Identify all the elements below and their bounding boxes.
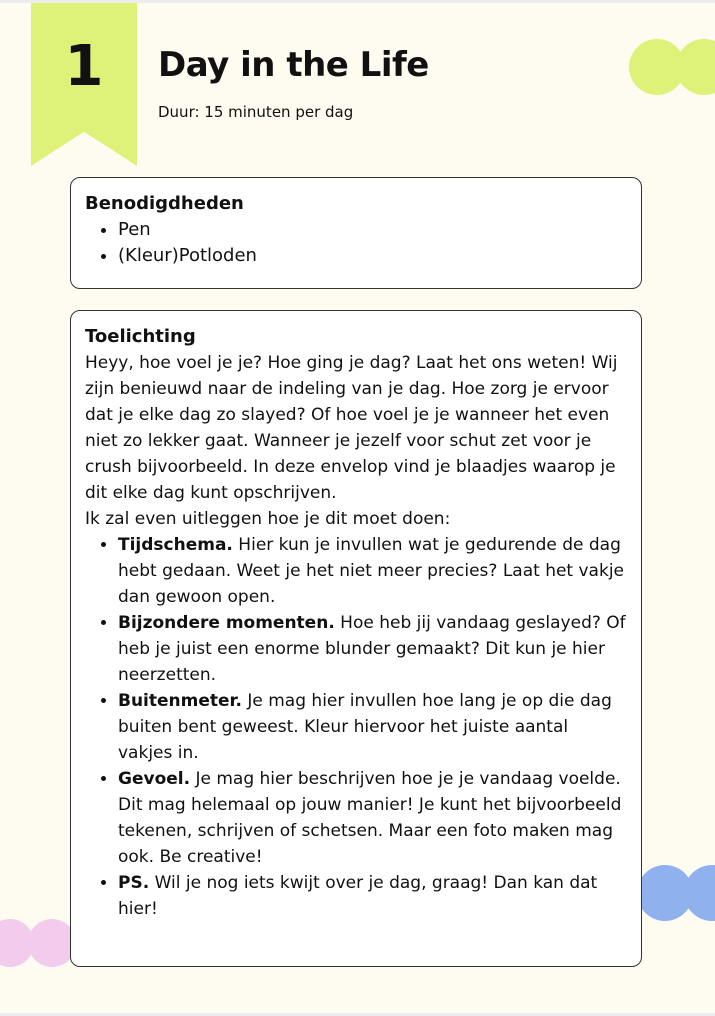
instruction-text: Je mag hier invullen hoe lang je op die dag buiten bent geweest. Kleur hiervoor het juiste aantal vakjes in.	[118, 691, 612, 763]
instruction-term: Bijzondere momenten.	[118, 613, 335, 633]
explanation-intro: Heyy, hoe voel je je? Hoe ging je dag? Laat het ons weten! Wij zijn benieuwd naar de indeling van je dag. Hoe zorg je ervoor dat je elke dag zo slayed? Of hoe voel je je wanneer het even niet zo lekker gaat. Wanneer je jezelf voor schut zet voor je crush bijvoorbeeld. In deze envelop vind je blaadjes waarop je dit elke dag kunt opschrijven.	[85, 353, 618, 503]
instruction-item	[118, 532, 627, 610]
page-title: Day in the Life	[158, 45, 429, 85]
explanation-box	[70, 310, 642, 967]
instruction-term: Buitenmeter.	[118, 691, 242, 711]
decorative-circle-pink	[28, 919, 76, 967]
instruction-text: Hoe heb jij vandaag geslayed? Of heb je juist een enorme blunder gemaakt? Dit kun je hier neerzetten.	[118, 613, 626, 685]
explanation-lead: Ik zal even uitleggen hoe je dit moet doen:	[85, 509, 451, 529]
document-page	[0, 3, 715, 1013]
supplies-box	[70, 177, 642, 289]
instruction-item	[118, 870, 627, 922]
instruction-item	[118, 610, 627, 688]
supply-item: • Pen	[118, 217, 627, 243]
instruction-list	[85, 532, 627, 922]
instruction-text: Je mag hier beschrijven hoe je je vandaag voelde. Dit mag helemaal op jouw manier! Je kunt het bijvoorbeeld tekenen, schrijven of schetsen. Maar een foto maken mag ook. Be creative!	[118, 769, 622, 867]
decorative-circle-blue	[684, 865, 715, 921]
explanation-heading: Toelichting	[85, 326, 196, 347]
activity-number: 1	[64, 34, 104, 99]
instruction-term: PS.	[118, 873, 150, 893]
instruction-text: Hier kun je invullen wat je gedurende de dag hebt gedaan. Weet je het niet meer precies? Laat het vakje dan gewoon open.	[118, 535, 624, 607]
decorative-circle-green	[676, 39, 715, 95]
instruction-item	[118, 688, 627, 766]
supply-item: • (Kleur)Potloden	[118, 243, 627, 269]
instruction-term: Tijdschema.	[118, 535, 233, 555]
supplies-heading: Benodigdheden	[85, 193, 244, 214]
instruction-item	[118, 766, 627, 870]
duration-text: Duur: 15 minuten per dag	[158, 103, 354, 121]
supplies-list	[85, 217, 627, 269]
instruction-text: Wil je nog iets kwijt over je dag, graag! Dan kan dat hier!	[118, 873, 598, 919]
instruction-term: Gevoel.	[118, 769, 191, 789]
